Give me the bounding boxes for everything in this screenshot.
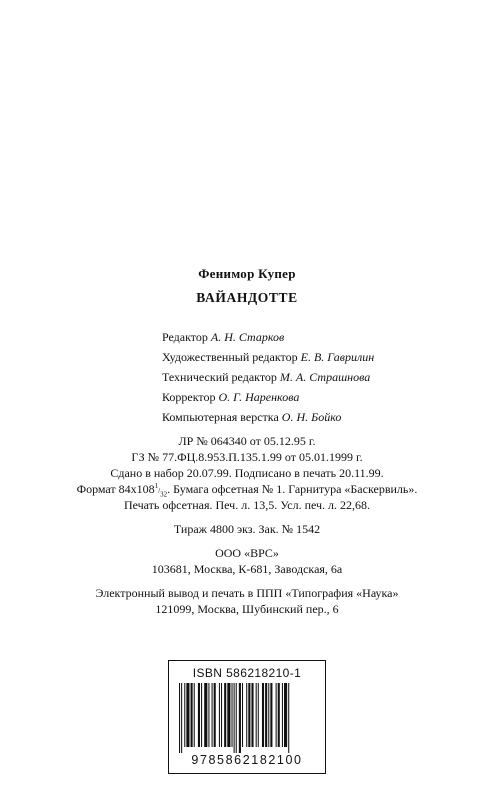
book-title: ВАЙАНДОТТЕ	[196, 290, 298, 305]
barcode-bar	[191, 683, 193, 747]
printer-address: 121099, Москва, Шубинский пер., 6	[155, 602, 339, 616]
format-rest: . Бумага офсетная № 1. Гарнитура «Баскервиль».	[167, 482, 418, 496]
barcode-bar	[246, 683, 247, 747]
barcode-bar	[282, 683, 283, 747]
publisher-address: 103681, Москва, К-681, Заводская, 6а	[151, 562, 343, 576]
barcode-bar	[204, 683, 207, 747]
barcode-bar	[181, 683, 182, 753]
staff-line-layout	[162, 410, 341, 425]
staff-role: Технический редактор	[162, 370, 277, 384]
barcode-bar	[268, 683, 269, 747]
format-prefix: Формат 84x108	[76, 482, 155, 496]
staff-line-art-editor	[162, 350, 374, 365]
barcode-bar	[276, 683, 277, 747]
barcode-bar	[232, 683, 233, 747]
barcode-bar	[219, 683, 220, 747]
format-sub: 32	[160, 490, 168, 499]
barcode-bar	[262, 683, 264, 747]
barcode-bar	[288, 683, 289, 753]
publisher-name: ООО «ВРС»	[215, 546, 279, 560]
barcode-bar	[184, 683, 185, 747]
barcode-bar	[258, 683, 259, 747]
barcode-graphic	[179, 683, 317, 753]
print-line: Печать офсетная. Печ. л. 13,5. Усл. печ. л. 22,68.	[123, 498, 371, 512]
barcode-bar	[212, 683, 213, 747]
tirage-line: Тираж 4800 экз. Зак. № 1542	[173, 522, 321, 536]
printer-name: Электронный вывод и печать в ППП «Типография «Наука»	[95, 586, 399, 600]
barcode-bar	[265, 683, 267, 747]
barcode-bar	[201, 683, 202, 747]
barcode-bar	[208, 683, 209, 747]
staff-name: А. Н. Старков	[210, 330, 285, 344]
barcode-bar	[194, 683, 195, 747]
production-dates: Сдано в набор 20.07.99. Подписано в печать 20.11.99.	[110, 466, 384, 480]
barcode-bar	[234, 683, 235, 753]
barcode-bar	[256, 683, 257, 747]
staff-name: М. А. Страшнова	[279, 370, 371, 384]
barcode-bar	[270, 683, 272, 747]
staff-role: Редактор	[162, 330, 208, 344]
barcode-bar	[198, 683, 200, 747]
staff-line-tech-editor	[162, 370, 370, 385]
license-gz: ГЗ № 77.ФЦ.8.953.П.135.1.99 от 05.01.1999 г.	[131, 450, 363, 464]
barcode-bar	[186, 683, 189, 747]
staff-name: Е. В. Гаврилин	[300, 350, 375, 364]
book-author: Фенимор Купер	[198, 266, 296, 281]
barcode-panel	[168, 660, 326, 774]
barcode-bar	[236, 683, 237, 753]
barcode-bar	[179, 683, 180, 753]
barcode-bar	[242, 683, 243, 747]
staff-line-editor	[162, 330, 284, 345]
staff-line-proofreader	[162, 390, 299, 405]
barcode-bar	[284, 683, 287, 747]
isbn-label: ISBN 586218210-1	[192, 666, 302, 680]
barcode-bar	[239, 683, 241, 753]
barcode-bar	[248, 683, 250, 747]
barcode-bar	[221, 683, 222, 747]
ean-number: 9785862182100	[191, 753, 303, 767]
barcode-bar	[224, 683, 226, 747]
format-sup: 1	[154, 482, 159, 490]
license-lr: ЛР № 064340 от 05.12.95 г.	[178, 434, 316, 448]
format-line: Формат $84x108^1/_{32}$. Бумага офсетная № 1. Гарнитура «Баскервиль».	[76, 482, 418, 499]
staff-role: Художественный редактор	[162, 350, 298, 364]
barcode-bar	[278, 683, 280, 747]
barcode-bar	[251, 683, 253, 747]
barcode-bar	[214, 683, 216, 747]
staff-role: Компьютерная верстка	[162, 410, 279, 424]
barcode-bar	[227, 683, 230, 747]
staff-name: О. Н. Бойко	[281, 410, 342, 424]
staff-name: О. Г. Наренкова	[218, 390, 300, 404]
staff-role: Корректор	[162, 390, 216, 404]
